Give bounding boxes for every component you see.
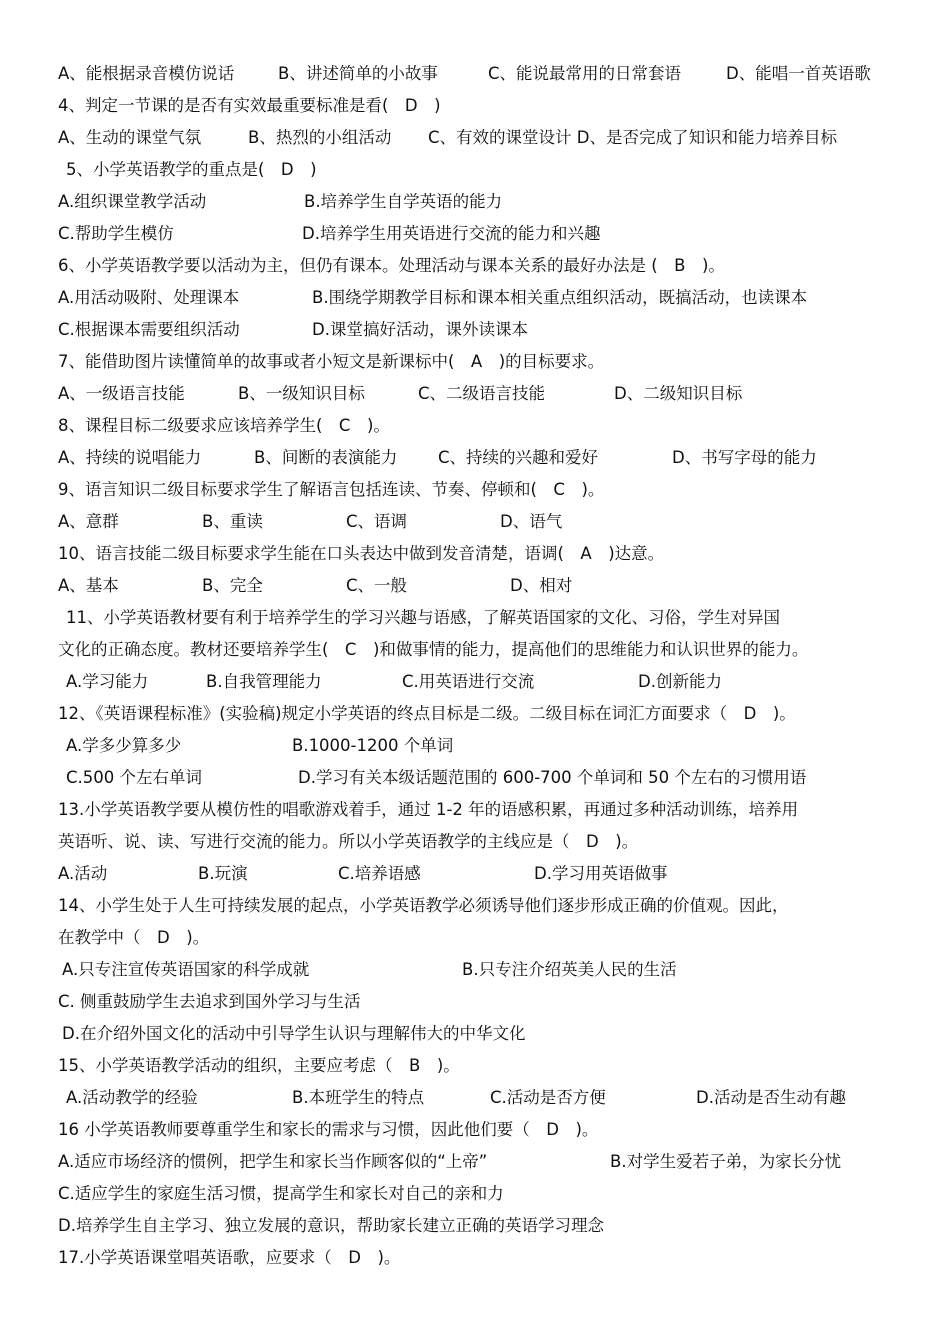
option-b: B.对学生爱若子弟，为家长分忧 <box>610 1152 842 1171</box>
option-b: B、一级知识目标 <box>238 384 365 403</box>
question-15 <box>58 1054 894 1078</box>
option-a: A.组织课堂教学活动 <box>58 192 207 211</box>
option-c: C.500 个左右单词 <box>66 768 203 787</box>
question-text: 文化的正确态度。教材还要培养学生( C )和做事情的能力，提高他们的思维能力和认识世界的能力。 <box>58 640 809 659</box>
option-d: D、语气 <box>500 512 563 531</box>
question-text: 英语听、说、读、写进行交流的能力。所以小学英语教学的主线应是（ D )。 <box>58 832 639 851</box>
option-b: B、讲述简单的小故事 <box>278 64 438 83</box>
option-d <box>62 1022 894 1046</box>
question-11-continued <box>58 638 894 662</box>
option-b: B.只专注介绍英美人民的生活 <box>462 960 677 979</box>
option-a: A.只专注宣传英语国家的科学成就 <box>62 960 310 979</box>
question-4 <box>58 94 894 118</box>
option-d: D、书写字母的能力 <box>672 448 817 467</box>
option-b: B.1000-1200 个单词 <box>292 736 454 755</box>
question-text: 5、小学英语教学的重点是( D ) <box>66 160 317 179</box>
option-b: B.本班学生的特点 <box>292 1088 425 1107</box>
option-a: A.活动教学的经验 <box>66 1088 198 1107</box>
question-6 <box>58 254 894 278</box>
option-b: B、完全 <box>202 576 263 595</box>
option-d: D.培养学生用英语进行交流的能力和兴趣 <box>302 224 601 243</box>
question-text: 16 小学英语教师要尊重学生和家长的需求与习惯，因此他们要（ D )。 <box>58 1120 599 1139</box>
question-text: 15、小学英语教学活动的组织，主要应考虑（ B )。 <box>58 1056 460 1075</box>
question-text: 13.小学英语教学要从模仿性的唱歌游戏着手，通过 1-2 年的语感积累，再通过多种活动训练，培养用 <box>58 800 799 819</box>
option-b: B.自我管理能力 <box>206 672 322 691</box>
option-d: D、相对 <box>510 576 573 595</box>
option-d: D.学习用英语做事 <box>534 864 668 883</box>
option-b: B、间断的表演能力 <box>254 448 398 467</box>
option-b: B、热烈的小组活动 <box>248 128 392 147</box>
option-c: C.根据课本需要组织活动 <box>58 320 240 339</box>
option-d: D.活动是否生动有趣 <box>696 1088 846 1107</box>
option-text: D.在介绍外国文化的活动中引导学生认识与理解伟大的中华文化 <box>62 1024 526 1043</box>
question-10 <box>58 542 894 566</box>
option-b: B.培养学生自学英语的能力 <box>304 192 503 211</box>
option-c <box>58 990 894 1014</box>
option-a: A.学习能力 <box>66 672 149 691</box>
question-16 <box>58 1118 894 1142</box>
option-c: C.用英语进行交流 <box>402 672 535 691</box>
option-d: D.学习有关本级话题范围的 600-700 个单词和 50 个左右的习惯用语 <box>298 768 807 787</box>
option-a: A、持续的说唱能力 <box>58 448 202 467</box>
option-c: C.培养语感 <box>338 864 421 883</box>
option-d: D.创新能力 <box>638 672 722 691</box>
option-d: D.课堂搞好活动，课外读课本 <box>312 320 528 339</box>
question-11 <box>66 606 894 630</box>
question-9 <box>58 478 894 502</box>
option-d <box>58 1214 894 1238</box>
question-14-continued <box>58 926 894 950</box>
question-17 <box>58 1246 894 1270</box>
question-text: 14、小学生处于人生可持续发展的起点，小学英语教学必须诱导他们逐步形成正确的价值观。因此， <box>58 896 789 915</box>
question-text: 6、小学英语教学要以活动为主，但仍有课本。处理活动与课本关系的最好办法是 ( B )。 <box>58 256 725 275</box>
question-text: 9、语言知识二级目标要求学生了解语言包括连读、节奏、停顿和( C )。 <box>58 480 605 499</box>
option-c: C、能说最常用的日常套语 <box>488 64 682 83</box>
option-c: C、一般 <box>346 576 408 595</box>
question-text: 4、判定一节课的是否有实效最重要标准是看( D ) <box>58 96 441 115</box>
question-12 <box>58 702 894 726</box>
question-5 <box>66 158 894 182</box>
option-c: C、语调 <box>346 512 408 531</box>
question-text: 7、能借助图片读懂简单的故事或者小短文是新课标中( A )的目标要求。 <box>58 352 605 371</box>
question-text: 12、《英语课程标准》(实验稿)规定小学英语的终点目标是二级。二级目标在词汇方面要求（ D )。 <box>58 704 796 723</box>
option-a: A.适应市场经济的惯例，把学生和家长当作顾客似的“上帝” <box>58 1152 488 1171</box>
question-text: 在教学中（ D )。 <box>58 928 210 947</box>
option-b: B、重读 <box>202 512 263 531</box>
question-text: 10、语言技能二级目标要求学生能在口头表达中做到发音清楚，语调( A )达意。 <box>58 544 665 563</box>
question-7 <box>58 350 894 374</box>
option-a: A、意群 <box>58 512 119 531</box>
question-14 <box>58 894 894 918</box>
option-c-d: C、有效的课堂设计 D、是否完成了知识和能力培养目标 <box>428 128 837 147</box>
option-b: B.围绕学期教学目标和课本相关重点组织活动，既搞活动，也读课本 <box>312 288 808 307</box>
option-c <box>58 1182 894 1206</box>
option-d: D、二级知识目标 <box>614 384 743 403</box>
option-a: A.用活动吸附、处理课本 <box>58 288 240 307</box>
option-text: D.培养学生自主学习、独立发展的意识，帮助家长建立正确的英语学习理念 <box>58 1216 604 1235</box>
question-13 <box>58 798 894 822</box>
question-13-continued <box>58 830 894 854</box>
option-a: A、生动的课堂气氛 <box>58 128 202 147</box>
question-text: 8、课程目标二级要求应该培养学生( C )。 <box>58 416 390 435</box>
question-text: 17.小学英语课堂唱英语歌，应要求（ D )。 <box>58 1248 401 1267</box>
question-8 <box>58 414 894 438</box>
option-c: C.帮助学生模仿 <box>58 224 174 243</box>
option-a: A、基本 <box>58 576 119 595</box>
option-a: A.学多少算多少 <box>66 736 182 755</box>
option-d: D、能唱一首英语歌 <box>726 64 871 83</box>
question-text: 11、小学英语教材要有利于培养学生的学习兴趣与语感，了解英语国家的文化、习俗，学生对异国 <box>66 608 780 627</box>
option-c: C.活动是否方便 <box>490 1088 606 1107</box>
option-b: B.玩演 <box>198 864 248 883</box>
option-a: A、能根据录音模仿说话 <box>58 64 235 83</box>
option-a: A.活动 <box>58 864 108 883</box>
option-text: C. 侧重鼓励学生去追求到国外学习与生活 <box>58 992 361 1011</box>
option-c: C、持续的兴趣和爱好 <box>438 448 599 467</box>
option-c: C、二级语言技能 <box>418 384 546 403</box>
option-text: C.适应学生的家庭生活习惯，提高学生和家长对自己的亲和力 <box>58 1184 504 1203</box>
option-a: A、一级语言技能 <box>58 384 185 403</box>
